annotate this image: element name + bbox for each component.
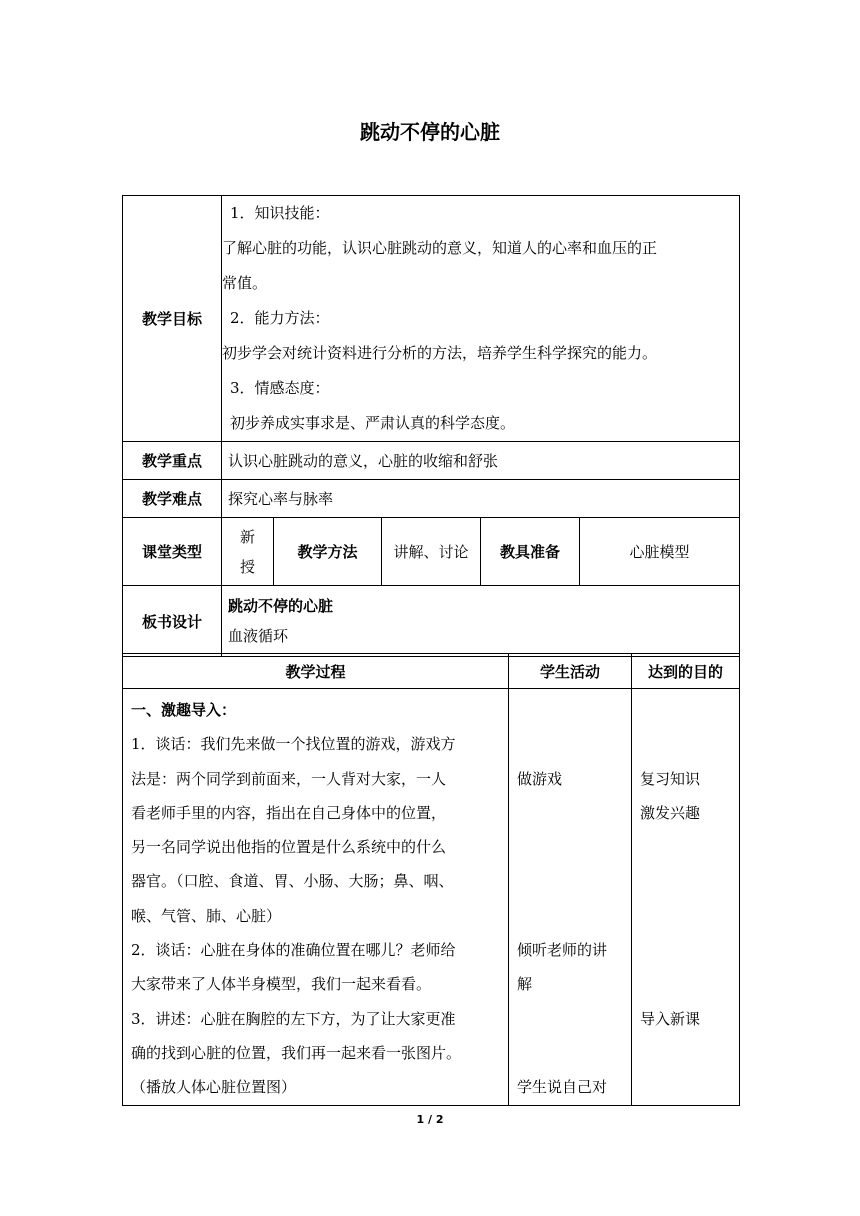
process-line: 大家带来了人体半身模型，我们一起来看看。 (131, 975, 432, 994)
board-title: 跳动不停的心脏 (228, 597, 334, 615)
purpose-line: 复习知识 (640, 769, 701, 788)
process-line: 3．讲述：心脏在胸腔的左下方，为了让大家更准 (131, 1009, 456, 1028)
activity-content (509, 689, 632, 1106)
activity-header: 学生活动 (509, 654, 632, 689)
goal-line: 了解心脏的功能，认识心脏跳动的意义，知道人的心率和血压的正 (222, 239, 658, 257)
page-title: 跳动不停的心脏 (360, 120, 500, 144)
process-line: 一、激趣导入： (131, 701, 237, 719)
process-header: 教学过程 (123, 654, 509, 689)
goal-line: 常值。 (222, 274, 268, 292)
key-value: 认识心脏跳动的意义，心脏的收缩和舒张 (222, 442, 740, 480)
process-line: （播放人体心脏位置图） (131, 1078, 297, 1097)
process-table (122, 653, 740, 1106)
goal-content (222, 196, 740, 442)
purpose-content (632, 689, 740, 1106)
purpose-line (640, 933, 739, 967)
purpose-line (640, 967, 739, 1001)
method-value: 讲解、讨论 (382, 518, 481, 586)
purpose-line (640, 830, 739, 864)
board-content (222, 586, 740, 657)
activity-line: 倾听老师的讲 (517, 941, 608, 960)
goal-label: 教学目标 (123, 196, 222, 442)
type-label: 课堂类型 (123, 518, 222, 586)
process-line: 确的找到心脏的位置，我们再一起来看一张图片。 (131, 1043, 462, 1062)
activity-line: 做游戏 (517, 769, 563, 788)
process-line: 喉、气管、肺、心脏） (131, 906, 282, 925)
purpose-line: 导入新课 (640, 1009, 701, 1028)
process-line: 2．谈话：心脏在身体的准确位置在哪儿？老师给 (131, 941, 456, 960)
activity-line (517, 864, 631, 898)
goal-line: 初步养成实事求是、严肃认真的科学态度。 (230, 414, 516, 432)
process-line: 另一名同学说出他指的位置是什么系统中的什么 (131, 838, 447, 857)
board-line: 血液循环 (228, 627, 289, 645)
key-label: 教学重点 (123, 442, 222, 480)
activity-line (517, 899, 631, 933)
tools-value: 心脏模型 (580, 518, 740, 586)
process-line: 1．谈话：我们先来做一个找位置的游戏，游戏方 (131, 735, 456, 754)
board-label: 板书设计 (123, 586, 222, 657)
purpose-line (640, 899, 739, 933)
purpose-line (640, 693, 739, 727)
activity-line (517, 727, 631, 761)
goal-line: 2．能力方法： (230, 309, 330, 327)
purpose-line (640, 1070, 739, 1104)
purpose-header: 达到的目的 (632, 654, 740, 689)
purpose-line (640, 727, 739, 761)
activity-line (517, 1036, 631, 1070)
difficulty-value: 探究心率与脉率 (222, 480, 740, 518)
process-content (123, 689, 509, 1106)
info-table (122, 195, 740, 657)
activity-line (517, 830, 631, 864)
purpose-line: 激发兴趣 (640, 803, 701, 822)
activity-line (517, 693, 631, 727)
activity-line: 解 (517, 975, 533, 994)
goal-line: 1．知识技能： (230, 204, 330, 222)
tools-label: 教具准备 (481, 518, 580, 586)
process-line: 看老师手里的内容，指出在自己身体中的位置， (131, 803, 447, 822)
purpose-line (640, 1036, 739, 1070)
page-number: 1 / 2 (416, 1113, 444, 1126)
process-line: 器官。（口腔、食道、胃、小肠、大肠；鼻、咽、 (131, 872, 454, 891)
method-label: 教学方法 (274, 518, 382, 586)
goal-line: 初步学会对统计资料进行分析的方法，培养学生科学探究的能力。 (222, 344, 658, 362)
purpose-line (640, 864, 739, 898)
goal-line: 3．情感态度： (230, 379, 330, 397)
process-line: 法是：两个同学到前面来，一人背对大家，一人 (131, 769, 447, 788)
activity-line (517, 796, 631, 830)
activity-line: 学生说自己对 (517, 1078, 608, 1097)
type-value: 新授 (222, 518, 274, 586)
activity-line (517, 1002, 631, 1036)
difficulty-label: 教学难点 (123, 480, 222, 518)
